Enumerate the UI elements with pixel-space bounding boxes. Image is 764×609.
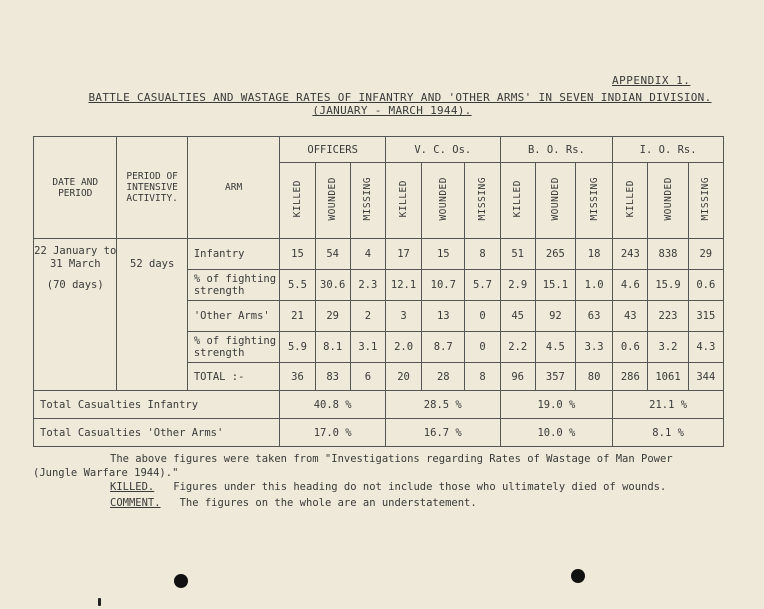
table-cell: 3 <box>385 301 421 332</box>
subheader-missing: MISSING <box>576 163 613 239</box>
table-cell: 265 <box>535 239 575 270</box>
killed-note <box>33 480 733 494</box>
table-cell: 20 <box>385 363 421 391</box>
table-cell: 4.5 <box>535 332 575 363</box>
total-cell: 17.0 % <box>280 419 386 447</box>
table-cell: 63 <box>576 301 613 332</box>
arm-label: % of fighting strength <box>187 332 280 363</box>
comment-text: The figures on the whole are an understatement. <box>179 497 477 509</box>
table-cell: 28 <box>422 363 465 391</box>
table-cell: 3.1 <box>350 332 385 363</box>
table-cell: 0 <box>465 332 500 363</box>
source-note-line1: The above figures were taken from "Investigations regarding Rates of Wastage of Man Power <box>110 453 673 465</box>
subheader-wounded: WOUNDED <box>422 163 465 239</box>
table-cell: 18 <box>576 239 613 270</box>
punch-hole <box>571 569 585 583</box>
table-cell: 29 <box>688 239 723 270</box>
table-cell: 8.7 <box>422 332 465 363</box>
subheader-killed: KILLED <box>385 163 421 239</box>
table-cell: 92 <box>535 301 575 332</box>
subheader-missing: MISSING <box>350 163 385 239</box>
notes-section <box>33 452 733 510</box>
total-cell: 19.0 % <box>500 391 613 419</box>
table-cell: 80 <box>576 363 613 391</box>
table-cell: 15.9 <box>648 270 688 301</box>
table-cell: 344 <box>688 363 723 391</box>
table-cell: 8 <box>465 239 500 270</box>
header-period-activity: PERIOD OF INTENSIVE ACTIVITY. <box>117 137 187 239</box>
subheader-wounded: WOUNDED <box>648 163 688 239</box>
date-cell <box>34 239 117 391</box>
killed-text: Figures under this heading do not include those who ultimately died of wounds. <box>173 481 667 493</box>
table-cell: 96 <box>500 363 535 391</box>
header-bors: B. O. Rs. <box>500 137 613 163</box>
table-cell: 2.3 <box>350 270 385 301</box>
table-cell: 6 <box>350 363 385 391</box>
subheader-missing: MISSING <box>465 163 500 239</box>
table-cell: 21 <box>280 301 315 332</box>
table-cell: 15 <box>422 239 465 270</box>
period-days: 52 days <box>130 258 175 270</box>
arm-label: % of fighting strength <box>187 270 280 301</box>
date-days: (70 days) <box>46 279 104 291</box>
table-cell: 4.3 <box>688 332 723 363</box>
comment-note <box>33 496 733 510</box>
table-cell: 0.6 <box>613 332 648 363</box>
table-cell: 8 <box>465 363 500 391</box>
source-note-line2: (Jungle Warfare 1944)." <box>33 467 179 479</box>
total-infantry-label: Total Casualties Infantry <box>34 391 280 419</box>
total-cell: 28.5 % <box>385 391 500 419</box>
table-cell: 3.3 <box>576 332 613 363</box>
table-cell: 5.7 <box>465 270 500 301</box>
table-cell: 15.1 <box>535 270 575 301</box>
table-cell: 0 <box>465 301 500 332</box>
header-date-period: DATE AND PERIOD <box>34 137 117 239</box>
period-cell <box>117 239 187 391</box>
total-cell: 40.8 % <box>280 391 386 419</box>
arm-label: Infantry <box>187 239 280 270</box>
total-cell: 8.1 % <box>613 419 724 447</box>
total-cell: 10.0 % <box>500 419 613 447</box>
total-cell: 21.1 % <box>613 391 724 419</box>
table-cell: 2.0 <box>385 332 421 363</box>
table-cell: 315 <box>688 301 723 332</box>
subheader-killed: KILLED <box>613 163 648 239</box>
table-cell: 1061 <box>648 363 688 391</box>
paper-speck <box>98 598 101 606</box>
table-cell: 838 <box>648 239 688 270</box>
header-arm: ARM <box>187 137 280 239</box>
subheader-killed: KILLED <box>280 163 315 239</box>
subheader-missing: MISSING <box>688 163 723 239</box>
arm-label: 'Other Arms' <box>187 301 280 332</box>
casualty-table <box>33 136 724 447</box>
table-cell: 0.6 <box>688 270 723 301</box>
table-cell: 45 <box>500 301 535 332</box>
subheader-wounded: WOUNDED <box>315 163 350 239</box>
document-title: BATTLE CASUALTIES AND WASTAGE RATES OF INFANTRY AND 'OTHER ARMS' IN SEVEN INDIAN DIVISION. <box>88 91 712 104</box>
table-cell: 286 <box>613 363 648 391</box>
total-cell: 16.7 % <box>385 419 500 447</box>
table-cell: 4 <box>350 239 385 270</box>
table-cell: 8.1 <box>315 332 350 363</box>
header-officers: OFFICERS <box>280 137 386 163</box>
total-other-arms-row <box>34 419 724 447</box>
table-cell: 1.0 <box>576 270 613 301</box>
date-range: 22 January to 31 March <box>34 245 117 270</box>
table-cell: 83 <box>315 363 350 391</box>
table-cell: 2.2 <box>500 332 535 363</box>
subheader-killed: KILLED <box>500 163 535 239</box>
total-infantry-row <box>34 391 724 419</box>
table-row <box>34 239 724 270</box>
table-cell: 243 <box>613 239 648 270</box>
table-cell: 5.5 <box>280 270 315 301</box>
table-cell: 29 <box>315 301 350 332</box>
punch-hole <box>174 574 188 588</box>
comment-label: COMMENT. <box>110 497 161 509</box>
table-cell: 223 <box>648 301 688 332</box>
total-other-arms-label: Total Casualties 'Other Arms' <box>34 419 280 447</box>
table-cell: 10.7 <box>422 270 465 301</box>
killed-label: KILLED. <box>110 481 155 493</box>
table-cell: 2 <box>350 301 385 332</box>
table-cell: 3.2 <box>648 332 688 363</box>
table-cell: 36 <box>280 363 315 391</box>
table-cell: 43 <box>613 301 648 332</box>
header-iors: I. O. Rs. <box>613 137 724 163</box>
subheader-wounded: WOUNDED <box>535 163 575 239</box>
document-subtitle: (JANUARY - MARCH 1944). <box>312 104 472 117</box>
table-cell: 30.6 <box>315 270 350 301</box>
table-cell: 12.1 <box>385 270 421 301</box>
table-cell: 5.9 <box>280 332 315 363</box>
table-cell: 2.9 <box>500 270 535 301</box>
appendix-label: APPENDIX 1. <box>612 74 691 87</box>
table-cell: 17 <box>385 239 421 270</box>
header-vcos: V. C. Os. <box>385 137 500 163</box>
table-cell: 54 <box>315 239 350 270</box>
table-cell: 51 <box>500 239 535 270</box>
table-cell: 15 <box>280 239 315 270</box>
table-cell: 13 <box>422 301 465 332</box>
table-cell: 4.6 <box>613 270 648 301</box>
arm-label: TOTAL :- <box>187 363 280 391</box>
table-cell: 357 <box>535 363 575 391</box>
